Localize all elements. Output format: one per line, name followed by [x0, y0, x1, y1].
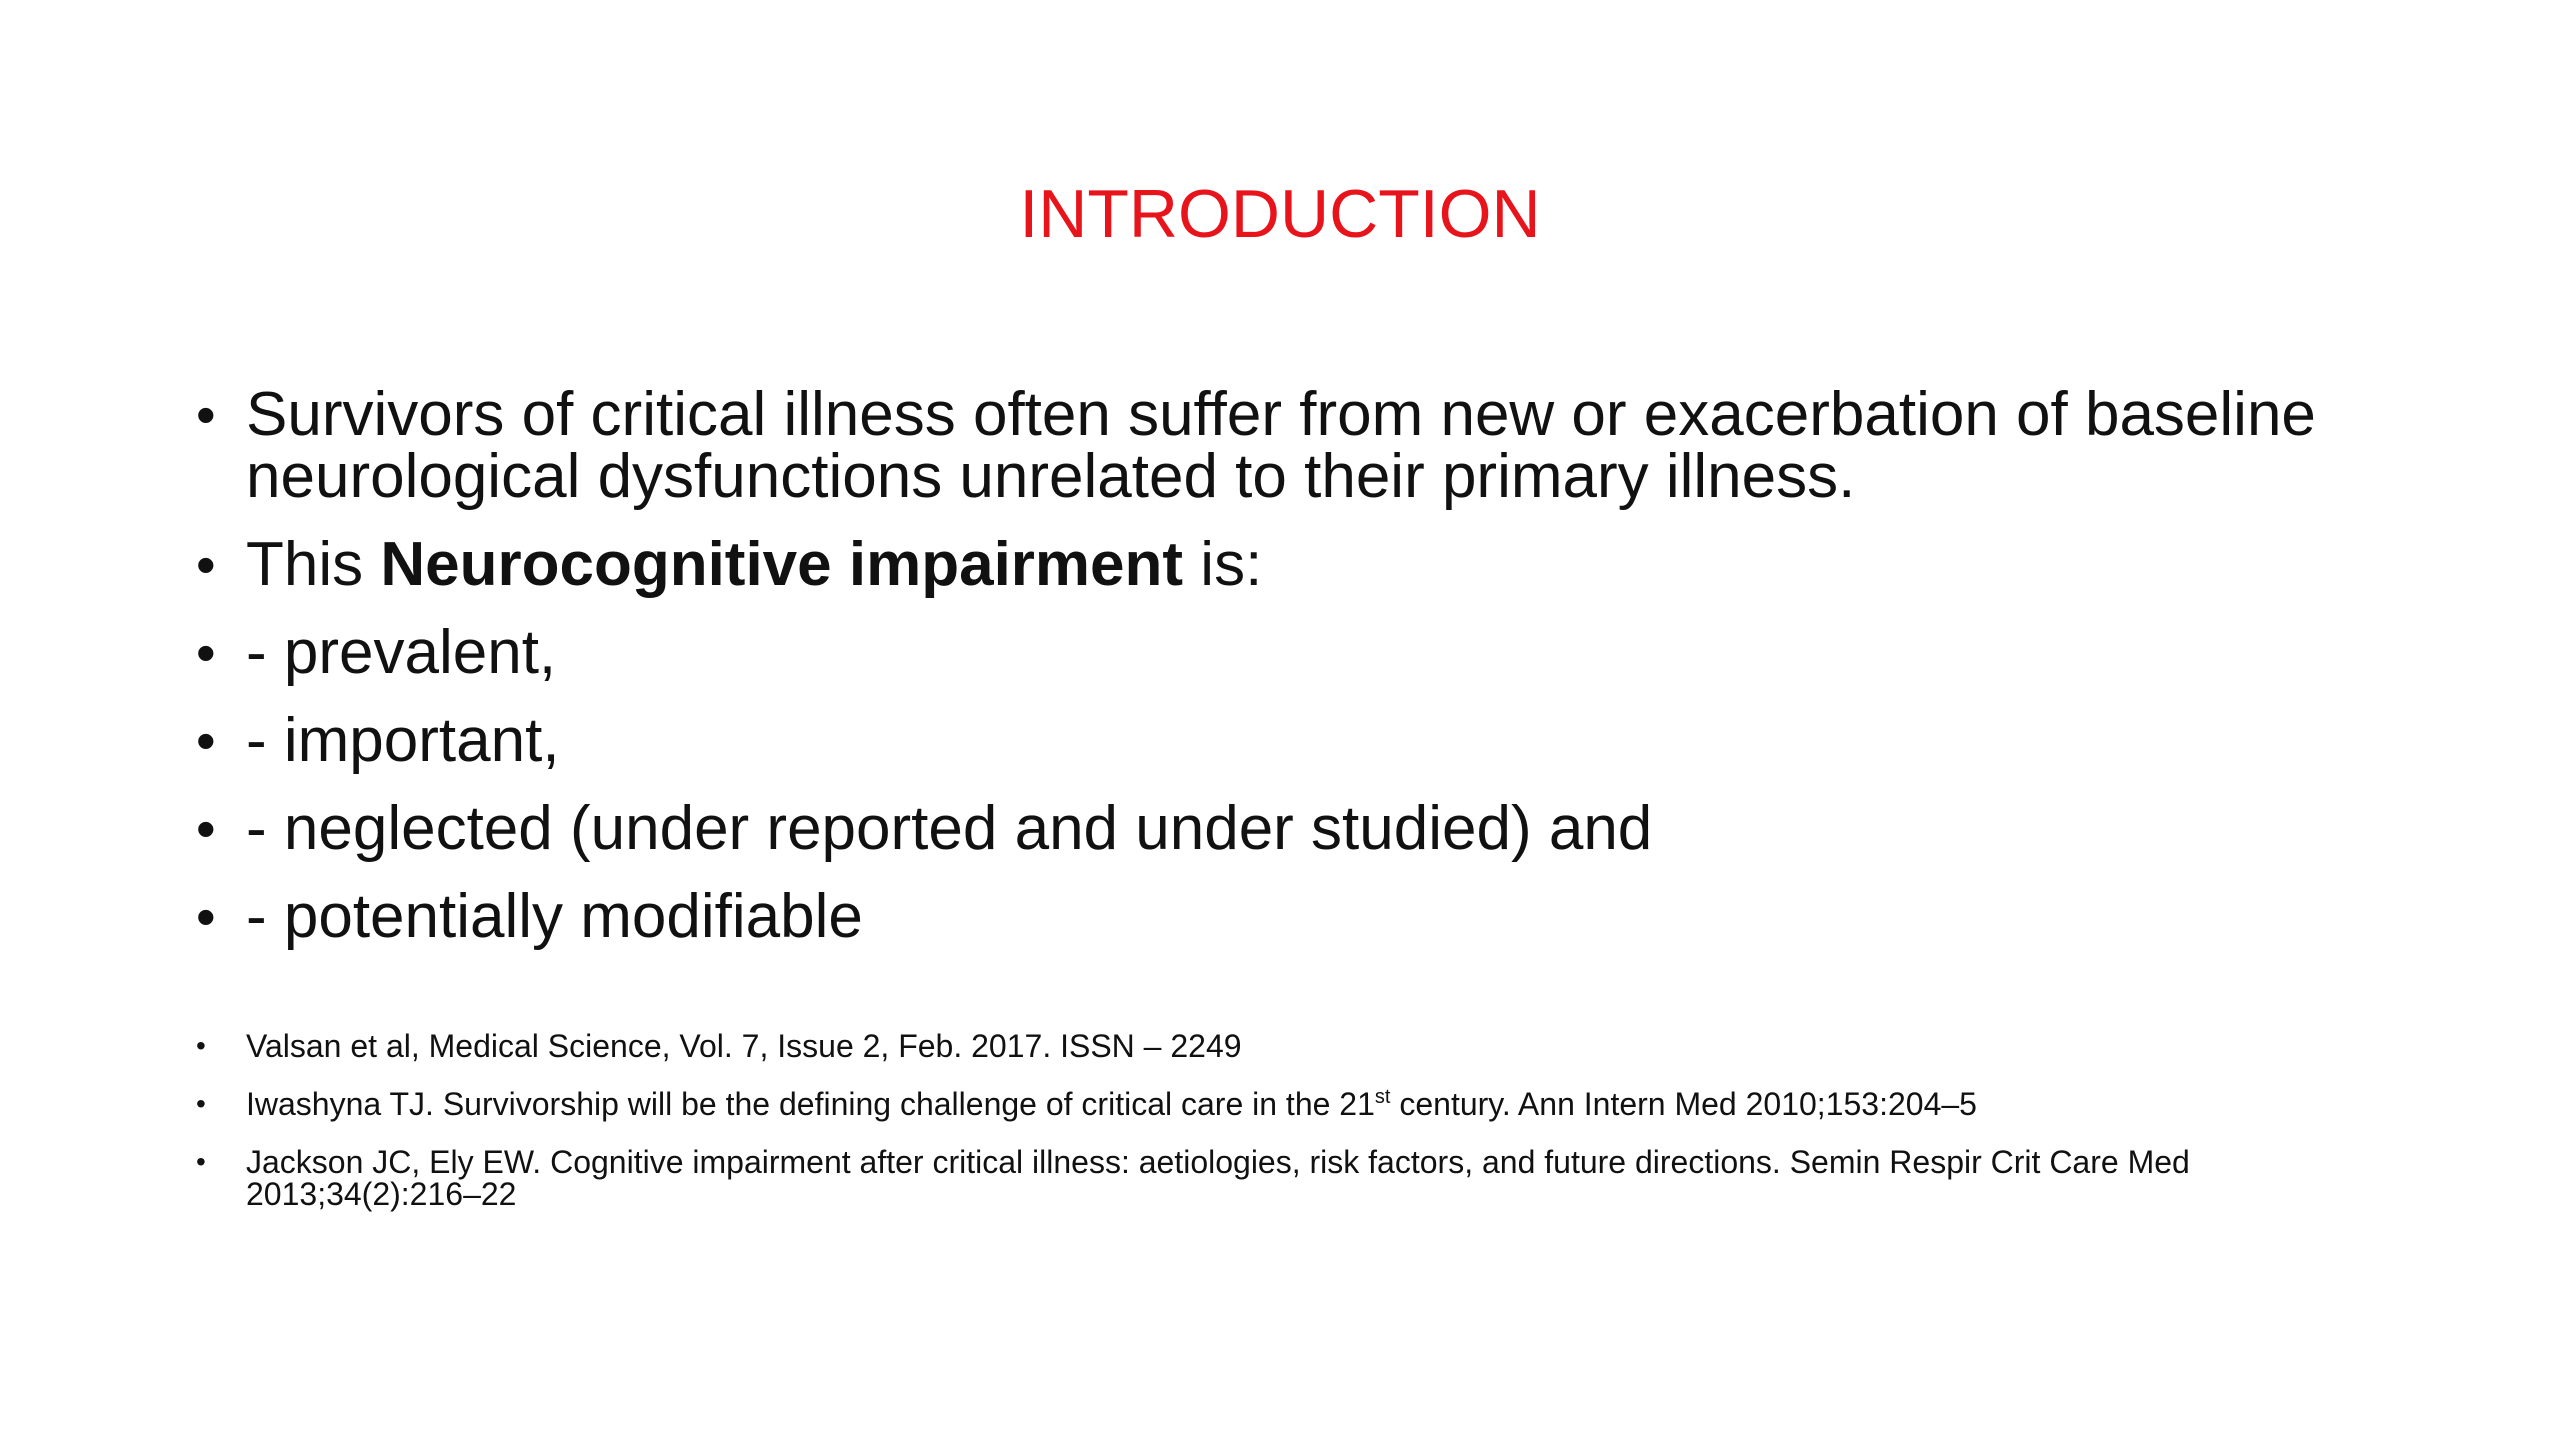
reference-text-before: Iwashyna TJ. Survivorship will be the defining challenge of critical care in the 21: [246, 1086, 1375, 1122]
reference-item-valsan: [196, 1030, 2396, 1062]
reference-text-after: century. Ann Intern Med 2010;153:204–5: [1390, 1086, 1977, 1122]
bullet-dot-icon: •: [196, 1146, 206, 1177]
bullet-dot-icon: •: [196, 621, 216, 684]
slide-title: INTRODUCTION: [1019, 176, 1541, 252]
bullet-prevalent: [196, 618, 2396, 687]
bullet-dot-icon: •: [196, 797, 216, 860]
reference-item-jackson: [196, 1146, 2396, 1210]
bullet-important: [196, 706, 2396, 775]
bullet-text: - prevalent,: [246, 618, 557, 687]
bullet-text: - important,: [246, 706, 560, 775]
bullet-text-bold: Neurocognitive impairment: [380, 530, 1184, 599]
main-bullet-list: [196, 380, 2396, 974]
bullet-text-suffix: is:: [1183, 530, 1263, 599]
bullet-dot-icon: •: [196, 383, 216, 446]
reference-text: Jackson JC, Ely EW. Cognitive impairment after critical illness: aetiologies, risk factors, and future directions. Semin Respir Crit Care Med 2013;34(2):216–22: [246, 1144, 2190, 1212]
bullet-dot-icon: •: [196, 709, 216, 772]
bullet-dot-icon: •: [196, 1088, 206, 1119]
reference-item-iwashyna: [196, 1088, 2396, 1120]
bullet-neglected: [196, 794, 2396, 863]
reference-text: Valsan et al, Medical Science, Vol. 7, Issue 2, Feb. 2017. ISSN – 2249: [246, 1028, 1242, 1064]
bullet-text: - neglected (under reported and under studied) and: [246, 794, 1653, 863]
bullet-dot-icon: •: [196, 533, 216, 596]
bullet-modifiable: [196, 882, 2396, 951]
reference-superscript: st: [1374, 1086, 1391, 1108]
bullet-text-prefix: This: [246, 530, 381, 599]
bullet-neurocognitive: [196, 530, 2396, 599]
references-list: [196, 1030, 2396, 1236]
bullet-text: Survivors of critical illness often suffer from new or exacerbation of baseline neurological dysfunctions unrelated to their primary illness.: [246, 380, 2316, 511]
bullet-survivors: [196, 380, 2396, 511]
bullet-dot-icon: •: [196, 885, 216, 948]
bullet-text: - potentially modifiable: [246, 882, 863, 951]
bullet-dot-icon: •: [196, 1030, 206, 1061]
